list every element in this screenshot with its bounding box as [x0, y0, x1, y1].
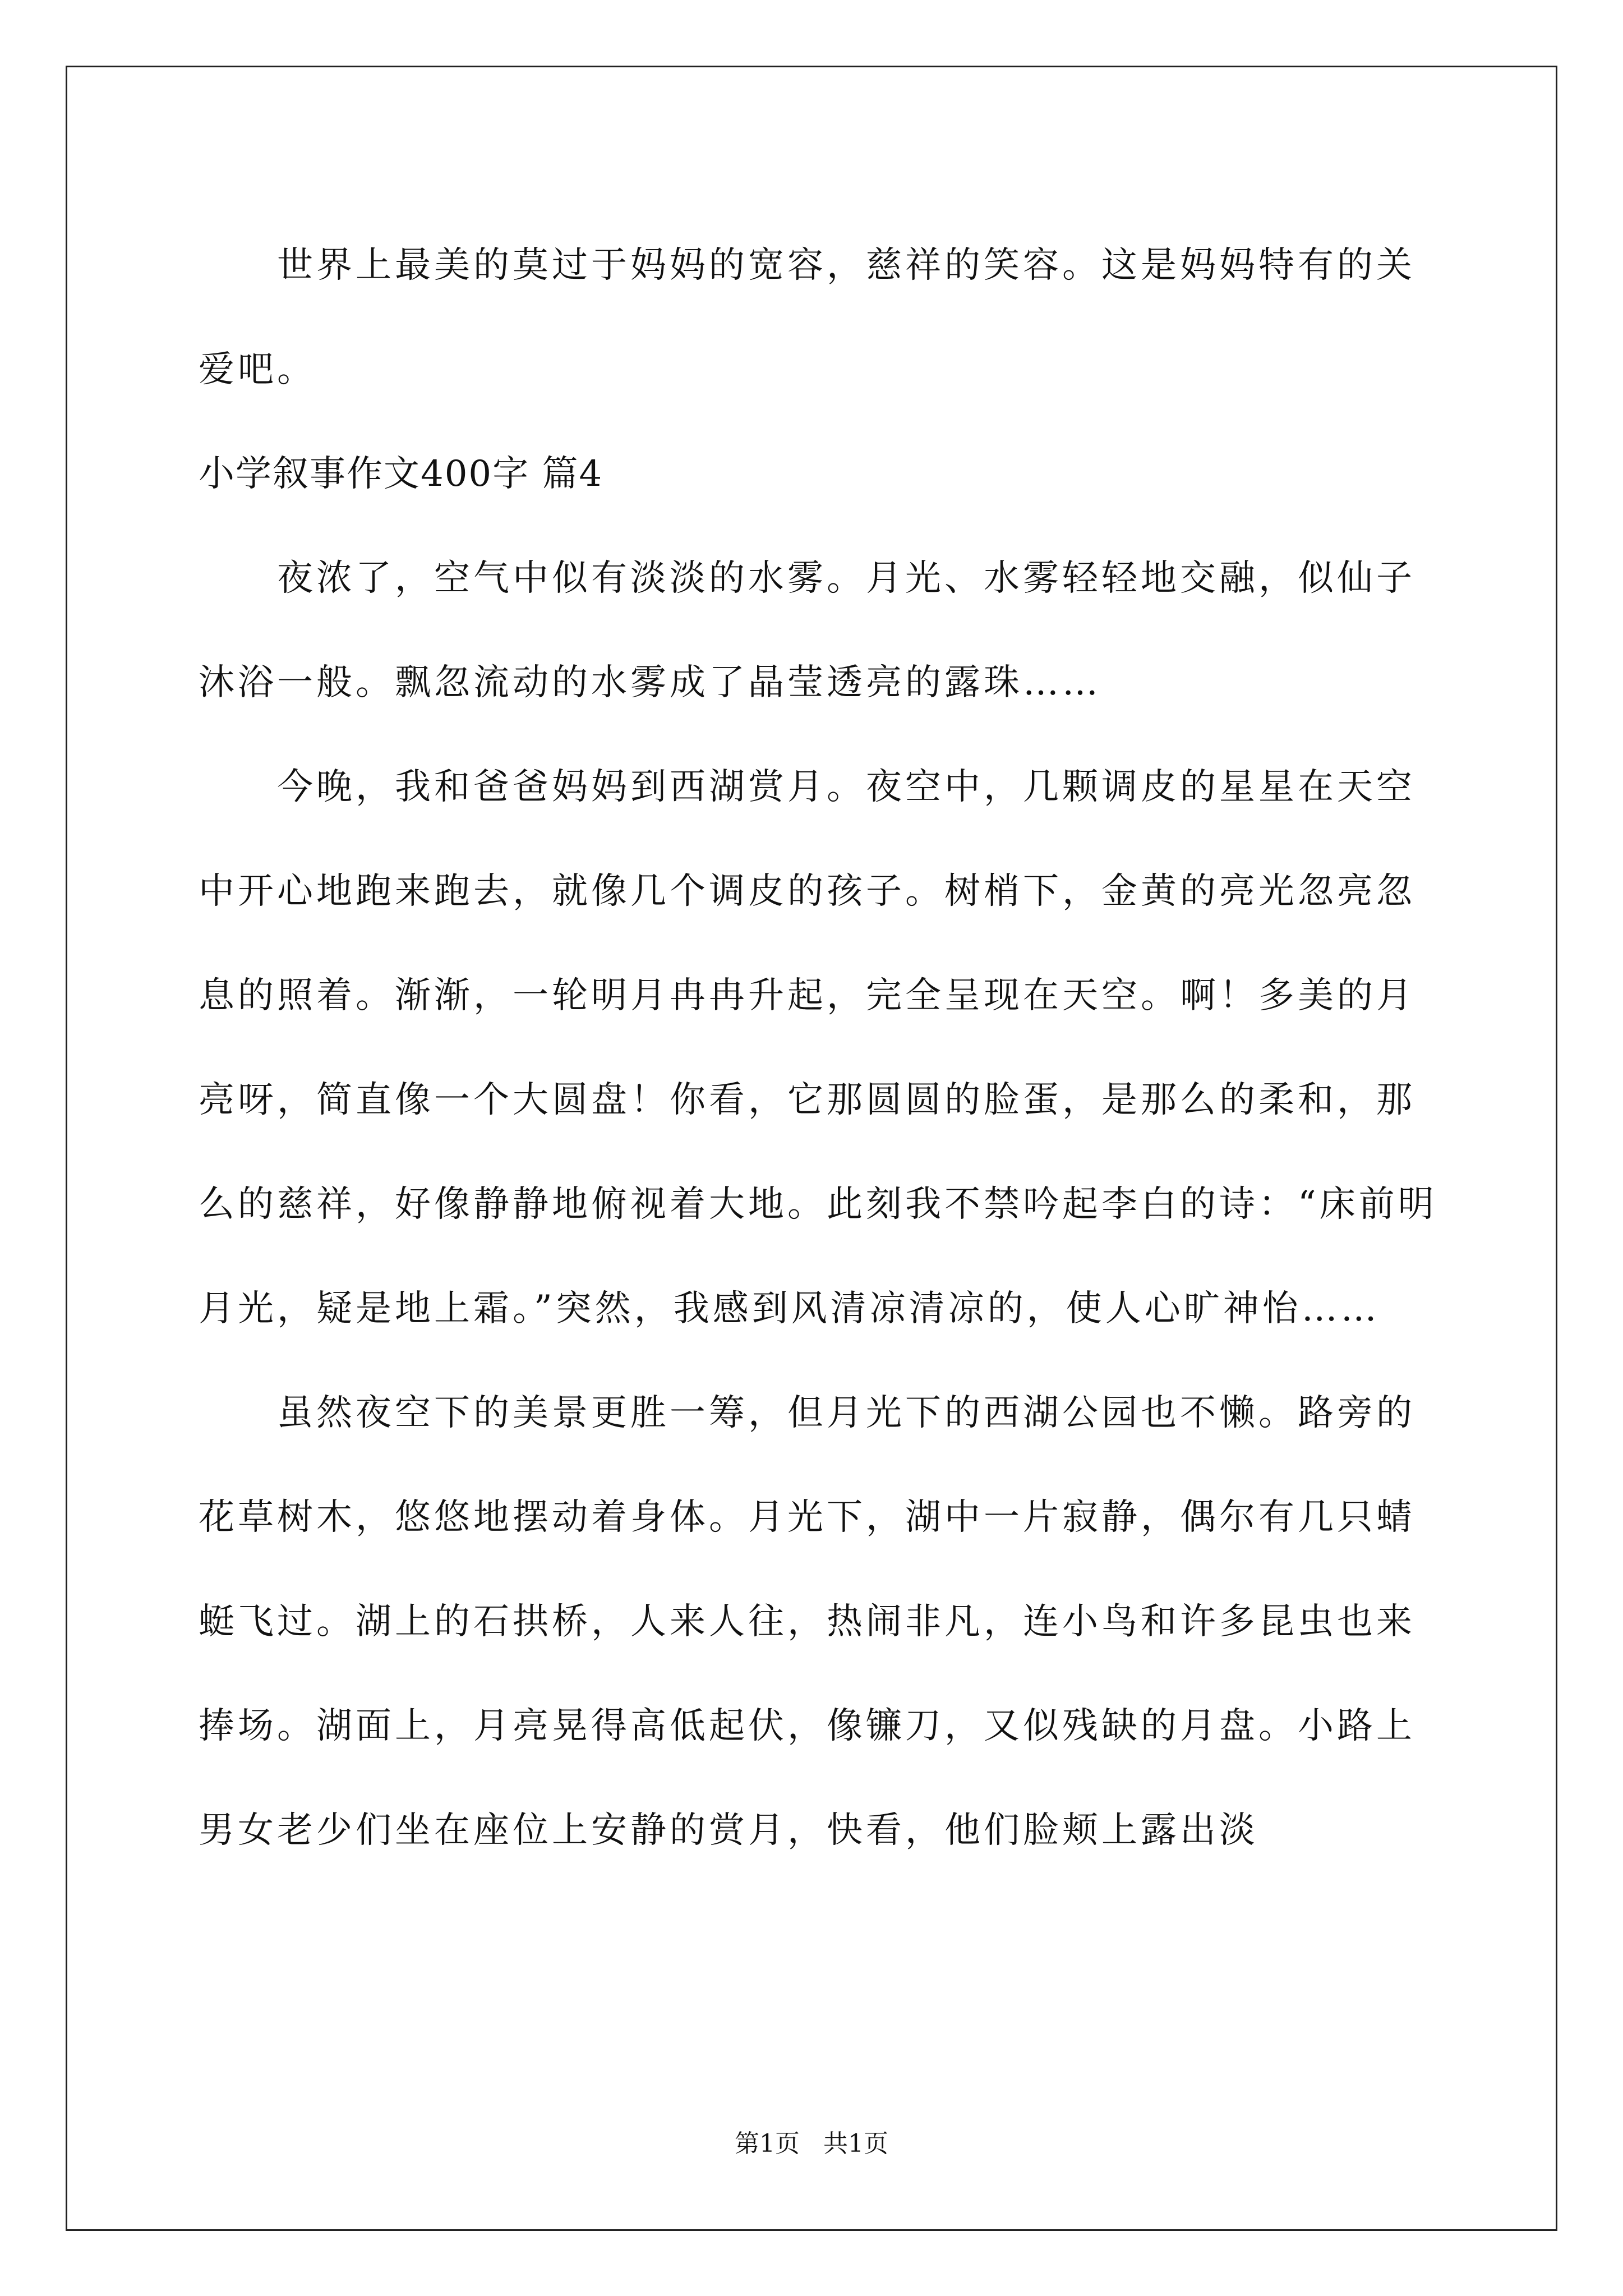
- paragraph-west-lake: 虽然夜空下的美景更胜一筹，但月光下的西湖公园也不懒。路旁的花草树木，悠悠地摆动着身体。月光下，湖中一片寂静，偶尔有几只蜻蜓飞过。湖上的石拱桥，人来人往，热闹非凡，连小鸟和许多昆虫也来捧场。湖面上，月亮晃得高低起伏，像镰刀，又似残缺的月盘。小路上男女老少们坐在座位上安静的赏月，快看，他们脸颊上露出淡: [199, 1392, 1415, 1851]
- paragraph-moon-viewing: 今晚，我和爸爸妈妈到西湖赏月。夜空中，几颗调皮的星星在天空中开心地跑来跑去，就像几个调皮的孩子。树梢下，金黄的亮光忽亮忽息的照着。渐渐，一轮明月冉冉升起，完全呈现在天空。啊！多美的月亮呀，简直像一个大圆盘！你看，它那圆圆的脸蛋，是那么的柔和，那么的慈祥，好像静静地俯视着大地。此刻我不禁吟起李白的诗：“床前明月光，疑是地上霜。”突然，我感到风清凉清凉的，使人心旷神怡……: [199, 766, 1437, 1329]
- section-heading: 小学叙事作文400字 篇4: [199, 453, 603, 495]
- page-number: 第1页: [735, 2129, 800, 2158]
- paragraph-night-mist: 夜浓了，空气中似有淡淡的水雾。月光、水雾轻轻地交融，似仙子沐浴一般。飘忽流动的水雾成了晶莹透亮的露珠……: [199, 558, 1415, 703]
- page-footer: [0, 2127, 1623, 2161]
- document-body: [199, 213, 1444, 1883]
- paragraph-closing: 世界上最美的莫过于妈妈的宽容，慈祥的笑容。这是妈妈特有的关爱吧。: [199, 245, 1415, 390]
- page-total: 共1页: [823, 2129, 888, 2158]
